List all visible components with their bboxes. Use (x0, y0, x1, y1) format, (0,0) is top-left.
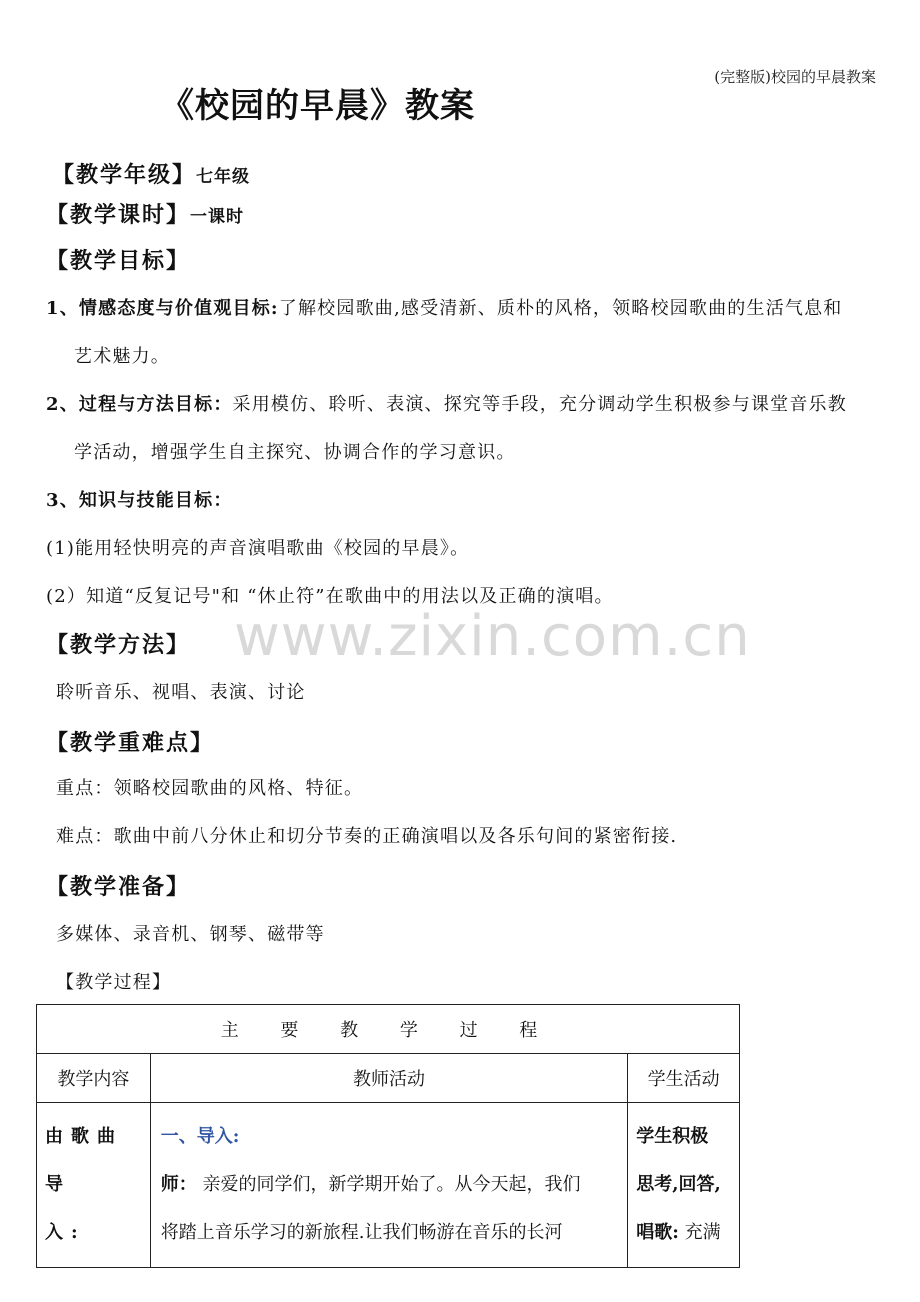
goal-1-label: 1、情感态度与价值观目标: (46, 298, 279, 319)
hours-label: 【教学课时】 (46, 202, 191, 228)
hours-line (46, 198, 244, 229)
teacher-text-1: 亲爱的同学们，新学期开始了。从今天起，我们 (196, 1174, 581, 1195)
preparation-heading: 【教学准备】 (46, 874, 191, 900)
goal-1-text: 了解校园歌曲,感受清新、质朴的风格，领略校园歌曲的生活气息和 (278, 298, 843, 319)
content-line-2: 入: (45, 1222, 86, 1243)
content-line-1: 由歌曲导 (45, 1126, 123, 1195)
row-student-cell (628, 1103, 740, 1268)
row-content-cell (37, 1103, 151, 1268)
method-heading: 【教学方法】 (46, 632, 191, 658)
student-line-3-bold: 唱歌: (636, 1222, 679, 1243)
document-title: 《校园的早晨》教案 (160, 86, 475, 126)
row-teacher-cell (150, 1103, 627, 1268)
teacher-intro: 一、导入: (160, 1126, 240, 1147)
goals-heading: 【教学目标】 (46, 248, 191, 274)
difficult-point: 难点：歌曲中前八分休止和切分节奏的正确演唱以及各乐句间的紧密衔接. (56, 826, 678, 847)
goal-2-label: 2、过程与方法目标： (46, 394, 233, 415)
key-point: 重点：领略校园歌曲的风格、特征。 (56, 778, 364, 799)
student-line-2: 思考,回答, (636, 1174, 721, 1195)
process-table-title: 主 要 教 学 过 程 (37, 1005, 740, 1054)
goal-2-text: 采用模仿、聆听、表演、探究等手段，充分调动学生积极参与课堂音乐教 (232, 394, 847, 415)
column-header-student: 学生活动 (628, 1054, 740, 1103)
knowledge-item-1: (1)能用轻快明亮的声音演唱歌曲《校园的早晨》。 (46, 538, 470, 559)
knowledge-item-2: (2）知道“反复记号"和 “休止符”在歌曲中的用法以及正确的演唱。 (46, 586, 614, 607)
watermark: www.zixin.com.cn (234, 604, 751, 669)
teacher-line-2: 将踏上音乐学习的新旅程.让我们畅游在音乐的长河 (160, 1222, 563, 1243)
method-text: 聆听音乐、视唱、表演、讨论 (56, 682, 306, 703)
goal-2-line-2: 学活动，增强学生自主探究、协调合作的学习意识。 (74, 442, 516, 463)
goal-1-line-1 (46, 294, 843, 320)
process-table (36, 1004, 740, 1268)
goal-3-label: 3、知识与技能目标： (46, 490, 233, 511)
teacher-intro-line (161, 1113, 617, 1161)
student-line-3 (636, 1209, 731, 1257)
grade-line (52, 158, 250, 189)
grade-label: 【教学年级】 (52, 162, 197, 188)
teacher-speaker: 师： (160, 1174, 197, 1195)
goal-1-line-2: 艺术魅力。 (74, 346, 170, 367)
teacher-line-1 (161, 1161, 617, 1209)
column-header-content: 教学内容 (37, 1054, 151, 1103)
running-header: (完整版)校园的早晨教案 (714, 68, 876, 86)
column-header-teacher: 教师活动 (150, 1054, 627, 1103)
hours-value: 一课时 (190, 207, 245, 227)
key-points-heading: 【教学重难点】 (46, 730, 215, 756)
student-line-3-rest: 充满 (678, 1222, 721, 1243)
student-line-1: 学生积极 (636, 1126, 709, 1147)
process-heading: 【教学过程】 (56, 972, 172, 993)
preparation-text: 多媒体、录音机、钢琴、磁带等 (56, 924, 325, 945)
grade-value: 七年级 (196, 167, 251, 187)
goal-2-line-1 (46, 390, 847, 416)
